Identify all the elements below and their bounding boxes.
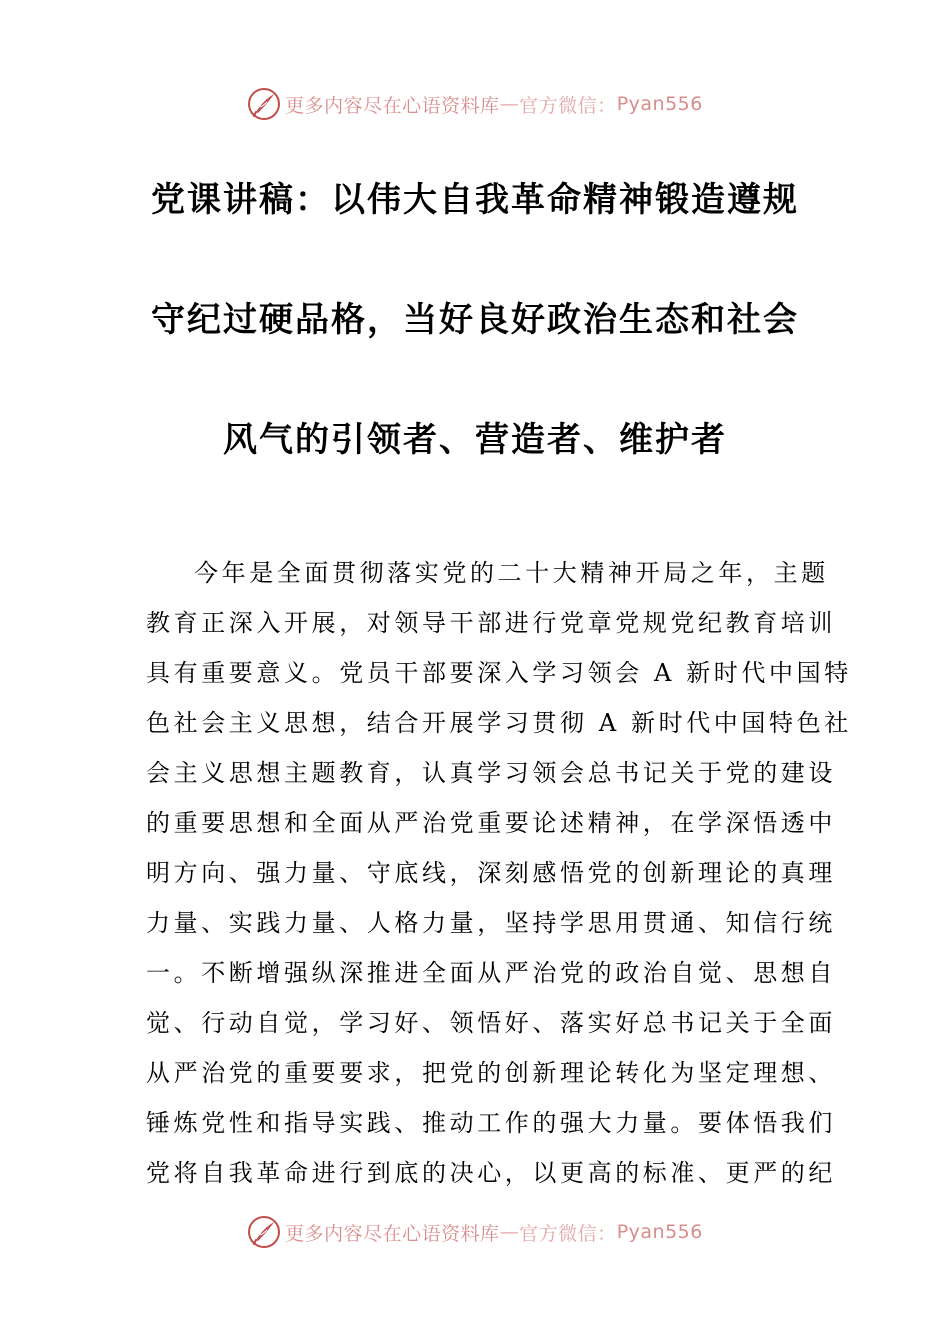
header-watermark	[0, 86, 950, 122]
watermark-sub-text: 官方微信：	[519, 94, 617, 117]
title-line: 守纪过硬品格，当好良好政治生态和社会	[151, 300, 799, 340]
watermark-main-text: 更多内容尽在心语资料库	[285, 94, 500, 117]
body-line: 教育正深入开展，对领导干部进行党章党规党纪教育培训	[146, 609, 836, 637]
body-line: 觉、行动自觉，学习好、领悟好、落实好总书记关于全面	[146, 1009, 836, 1037]
body-line: 会主义思想主题教育，认真学习领会总书记关于党的建设	[146, 759, 836, 787]
body-line: 力量、实践力量、人格力量，坚持学思用贯通、知信行统	[146, 909, 836, 937]
body-line: 从严治党的重要要求，把党的创新理论转化为坚定理想、	[146, 1059, 836, 1087]
document-title	[120, 170, 830, 530]
watermark-dash: —	[499, 93, 520, 115]
quill-logo-icon	[247, 1215, 281, 1249]
body-line: 明方向、强力量、守底线，深刻感悟党的创新理论的真理	[146, 859, 836, 887]
watermark-dash: —	[499, 1221, 520, 1243]
body-paragraph	[146, 548, 852, 1198]
title-line: 风气的引领者、营造者、维护者	[223, 420, 727, 460]
body-line: 党将自我革命进行到底的决心，以更高的标准、更严的纪	[146, 1159, 836, 1187]
watermark-sub-text: 官方微信：	[519, 1222, 617, 1245]
body-line: 具有重要意义。党员干部要深入学习领会 A 新时代中国特	[146, 659, 852, 687]
title-line: 党课讲稿：以伟大自我革命精神锻造遵规	[151, 180, 799, 220]
body-line: 的重要思想和全面从严治党重要论述精神，在学深悟透中	[146, 809, 836, 837]
quill-logo-icon	[247, 87, 281, 121]
body-line: 色社会主义思想，结合开展学习贯彻 A 新时代中国特色社	[146, 709, 852, 737]
watermark-wechat-id: Pyan556	[616, 93, 703, 115]
body-line: 一。不断增强纵深推进全面从严治党的政治自觉、思想自	[146, 959, 836, 987]
body-line: 锤炼党性和指导实践、推动工作的强大力量。要体悟我们	[146, 1109, 836, 1137]
watermark-wechat-id: Pyan556	[616, 1221, 703, 1243]
footer-watermark	[0, 1214, 950, 1250]
watermark-main-text: 更多内容尽在心语资料库	[285, 1222, 500, 1245]
body-line: 今年是全面贯彻落实党的二十大精神开局之年，主题	[194, 559, 829, 587]
